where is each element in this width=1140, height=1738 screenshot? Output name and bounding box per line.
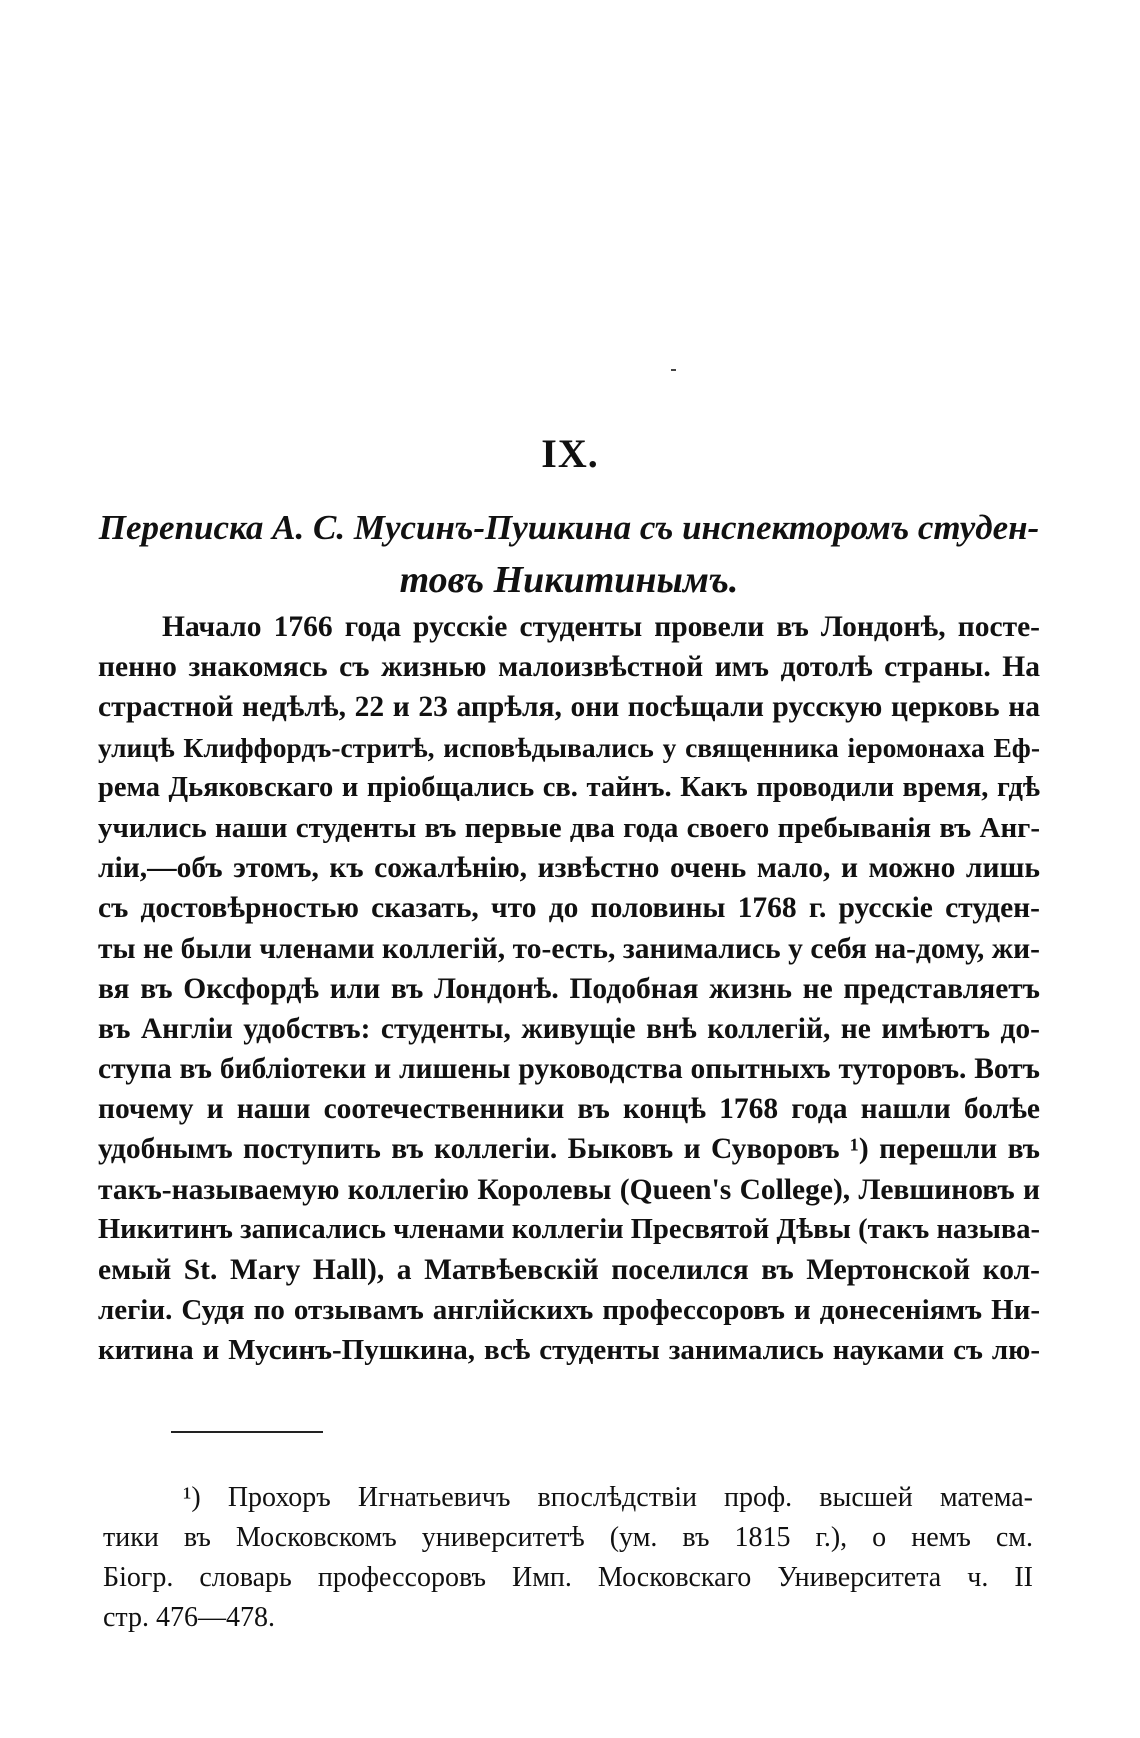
body-line: емый St. Mary Hall), а Матвѣевскій поселился въ Мертонской кол- [98,1254,1040,1286]
footnote-line: ¹) Прохоръ Игнатьевичъ впослѣдствіи проф. высшей матема- [183,1482,1033,1513]
body-line: вя въ Оксфордѣ или въ Лондонѣ. Подобная жизнь не представляетъ [98,972,1040,1005]
chapter-number: IX. [541,431,599,476]
body-line: ты не были членами коллегій, то-есть, занимались у себя на-дому, жи- [98,932,1040,965]
body-line: въ Англіи удобствъ: студенты, живущіе внѣ коллегій, не имѣютъ до- [98,1012,1040,1045]
body-line: легіи. Судя по отзывамъ англійскихъ профессоровъ и донесеніямъ Ни- [98,1294,1040,1327]
footnote-line: стр. 476—478. [103,1602,276,1633]
body-line: рема Дьяковскаго и пріобщались св. тайнъ. Какъ проводили время, гдѣ [98,771,1040,803]
chapter-title [98,502,1040,606]
body-line: ліи,—объ этомъ, къ сожалѣнію, извѣстно очень мало, и можно лишь [98,852,1040,885]
body-line: улицѣ Клиффордъ-стритѣ, исповѣдывались у священника іеромонаха Еф- [98,731,1040,763]
body-text [98,607,1040,1371]
body-line: китина и Мусинъ-Пушкина, всѣ студенты занимались науками съ лю- [98,1334,1040,1367]
title-line: Переписка А. С. Мусинъ-Пушкина съ инспекторомъ студен- [98,508,1040,547]
body-line: почему и наши соотечественники въ концѣ 1768 года нашли болѣе [98,1093,1040,1126]
footnote-line: Біогр. словарь профессоровъ Имп. Московскаго Университета ч. II [103,1562,1033,1593]
body-line: такъ-называемую коллегію Королевы (Queen's College), Левшиновъ и [98,1173,1040,1206]
footnote-divider [171,1431,323,1433]
body-line: Никитинъ записались членами коллегіи Пресвятой Дѣвы (такъ называ- [98,1213,1040,1245]
body-line: учились наши студенты въ первые два года своего пребыванія въ Анг- [98,811,1040,844]
body-line: съ достовѣрностью сказать, что до половины 1768 г. русскіе студен- [98,892,1040,925]
footnote-line: тики въ Московскомъ университетѣ (ум. въ 1815 г.), о немъ см. [103,1522,1033,1553]
body-line: ступа въ библіотеки и лишены руководства опытныхъ туторовъ. Вотъ [98,1053,1040,1086]
body-line: Начало 1766 года русскіе студенты провели въ Лондонѣ, посте- [162,611,1040,643]
title-line: товъ Никитинымъ. [399,559,739,601]
print-speck [671,369,676,371]
body-line: пенно знакомясь съ жизнью малоизвѣстной имъ дотолѣ страны. На [98,651,1040,684]
footnote [103,1478,1033,1638]
body-line: удобнымъ поступить въ коллегіи. Быковъ и Суворовъ ¹) перешли въ [98,1133,1040,1166]
body-line: страстной недѣлѣ, 22 и 23 апрѣля, они посѣщали русскую церковь на [98,691,1040,724]
